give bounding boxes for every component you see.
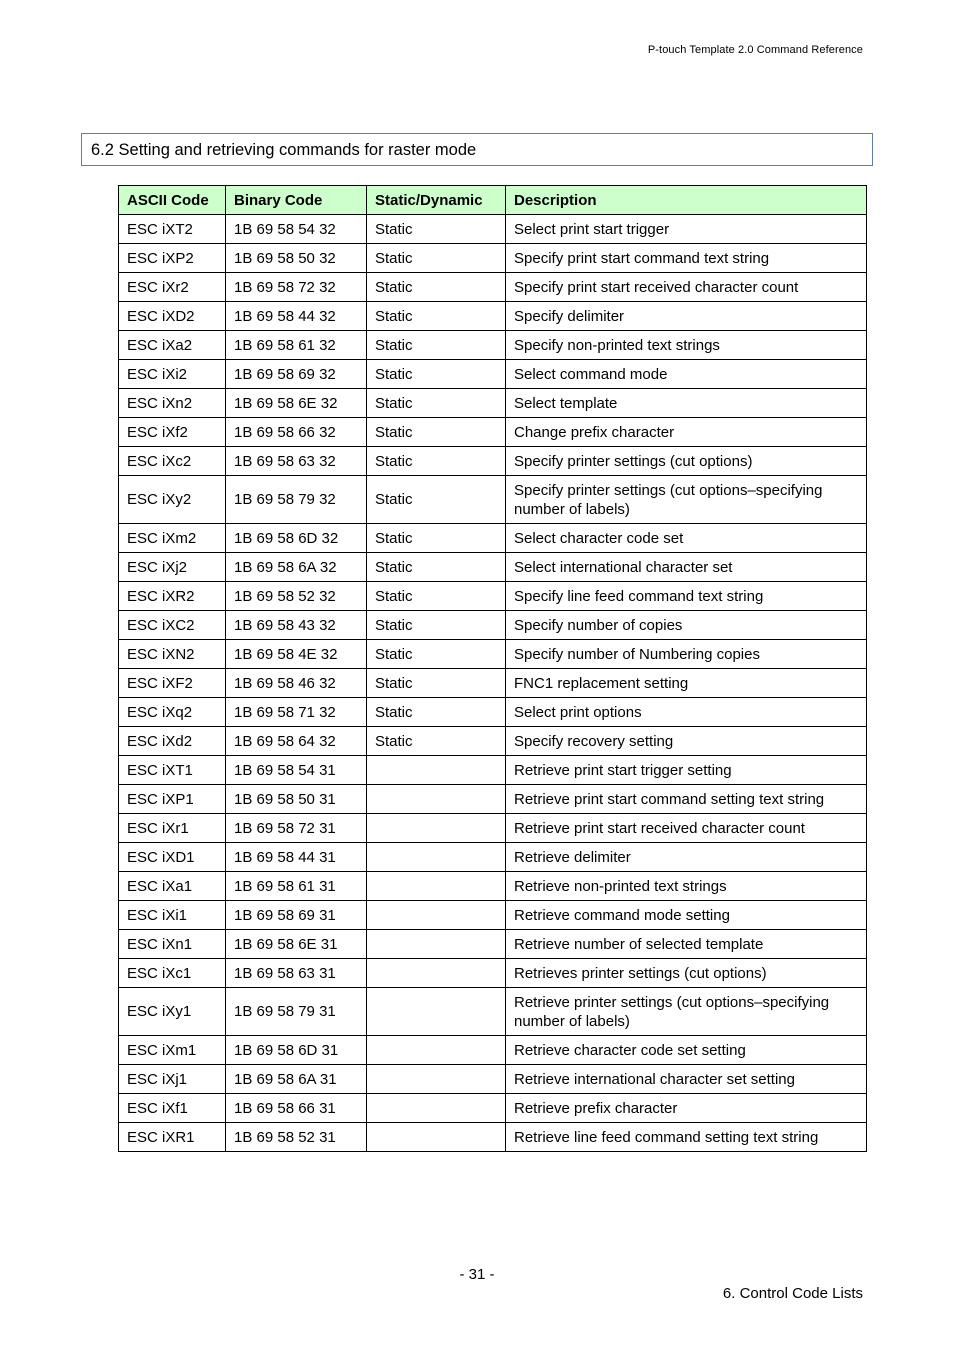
binary-code-cell: 1B 69 58 69 31 <box>226 901 367 930</box>
static-dynamic-cell <box>367 1036 506 1065</box>
ascii-code-cell: ESC iXR1 <box>119 1123 226 1152</box>
table-row <box>119 1065 867 1094</box>
column-header-binary-code: Binary Code <box>226 186 367 215</box>
ascii-code-cell: ESC iXm2 <box>119 524 226 553</box>
description-cell: Specify recovery setting <box>506 727 867 756</box>
table-row <box>119 1036 867 1065</box>
static-dynamic-cell: Static <box>367 640 506 669</box>
description-cell: Retrieve print start received character count <box>506 814 867 843</box>
static-dynamic-cell: Static <box>367 727 506 756</box>
table-row <box>119 418 867 447</box>
description-cell: Retrieve delimiter <box>506 843 867 872</box>
binary-code-cell: 1B 69 58 6A 32 <box>226 553 367 582</box>
ascii-code-cell: ESC iXD2 <box>119 302 226 331</box>
ascii-code-cell: ESC iXc2 <box>119 447 226 476</box>
binary-code-cell: 1B 69 58 64 32 <box>226 727 367 756</box>
ascii-code-cell: ESC iXc1 <box>119 959 226 988</box>
static-dynamic-cell <box>367 988 506 1036</box>
table-row <box>119 930 867 959</box>
description-cell: Specify printer settings (cut options) <box>506 447 867 476</box>
description-cell: Retrieve print start command setting text string <box>506 785 867 814</box>
binary-code-cell: 1B 69 58 52 32 <box>226 582 367 611</box>
binary-code-cell: 1B 69 58 63 32 <box>226 447 367 476</box>
binary-code-cell: 1B 69 58 6E 32 <box>226 389 367 418</box>
static-dynamic-cell: Static <box>367 447 506 476</box>
binary-code-cell: 1B 69 58 66 32 <box>226 418 367 447</box>
binary-code-cell: 1B 69 58 72 31 <box>226 814 367 843</box>
table-row <box>119 872 867 901</box>
section-heading-box <box>81 133 873 166</box>
static-dynamic-cell: Static <box>367 302 506 331</box>
binary-code-cell: 1B 69 58 54 31 <box>226 756 367 785</box>
description-cell: Specify line feed command text string <box>506 582 867 611</box>
binary-code-cell: 1B 69 58 50 32 <box>226 244 367 273</box>
binary-code-cell: 1B 69 58 66 31 <box>226 1094 367 1123</box>
table-row <box>119 389 867 418</box>
table-row <box>119 727 867 756</box>
binary-code-cell: 1B 69 58 79 31 <box>226 988 367 1036</box>
command-table <box>118 185 867 1152</box>
table-row <box>119 1094 867 1123</box>
binary-code-cell: 1B 69 58 52 31 <box>226 1123 367 1152</box>
table-row <box>119 959 867 988</box>
static-dynamic-cell <box>367 959 506 988</box>
table-row <box>119 988 867 1036</box>
binary-code-cell: 1B 69 58 71 32 <box>226 698 367 727</box>
static-dynamic-cell <box>367 930 506 959</box>
section-title: 6.2 Setting and retrieving commands for raster mode <box>91 141 477 159</box>
description-cell: Retrieve prefix character <box>506 1094 867 1123</box>
ascii-code-cell: ESC iXq2 <box>119 698 226 727</box>
static-dynamic-cell <box>367 901 506 930</box>
static-dynamic-cell: Static <box>367 553 506 582</box>
static-dynamic-cell: Static <box>367 244 506 273</box>
static-dynamic-cell: Static <box>367 669 506 698</box>
ascii-code-cell: ESC iXm1 <box>119 1036 226 1065</box>
static-dynamic-cell <box>367 1065 506 1094</box>
description-cell: Retrieve international character set setting <box>506 1065 867 1094</box>
table-row <box>119 785 867 814</box>
ascii-code-cell: ESC iXr2 <box>119 273 226 302</box>
table-row <box>119 901 867 930</box>
table-row <box>119 640 867 669</box>
table-row <box>119 843 867 872</box>
chapter-footer: 6. Control Code Lists <box>722 1285 863 1302</box>
table-row <box>119 582 867 611</box>
ascii-code-cell: ESC iXj1 <box>119 1065 226 1094</box>
table-row <box>119 669 867 698</box>
static-dynamic-cell: Static <box>367 698 506 727</box>
table-row <box>119 1123 867 1152</box>
description-cell: Retrieve print start trigger setting <box>506 756 867 785</box>
static-dynamic-cell: Static <box>367 476 506 524</box>
ascii-code-cell: ESC iXj2 <box>119 553 226 582</box>
ascii-code-cell: ESC iXr1 <box>119 814 226 843</box>
static-dynamic-cell: Static <box>367 582 506 611</box>
description-cell: Retrieve printer settings (cut options–specifying number of labels) <box>506 988 867 1036</box>
static-dynamic-cell <box>367 1123 506 1152</box>
table-row <box>119 611 867 640</box>
table-row <box>119 698 867 727</box>
static-dynamic-cell: Static <box>367 331 506 360</box>
ascii-code-cell: ESC iXf1 <box>119 1094 226 1123</box>
column-header-static-dynamic: Static/Dynamic <box>367 186 506 215</box>
static-dynamic-cell <box>367 843 506 872</box>
ascii-code-cell: ESC iXa2 <box>119 331 226 360</box>
table-row <box>119 476 867 524</box>
table-row <box>119 447 867 476</box>
binary-code-cell: 1B 69 58 72 32 <box>226 273 367 302</box>
ascii-code-cell: ESC iXN2 <box>119 640 226 669</box>
static-dynamic-cell: Static <box>367 611 506 640</box>
binary-code-cell: 1B 69 58 43 32 <box>226 611 367 640</box>
description-cell: Specify delimiter <box>506 302 867 331</box>
description-cell: Specify print start command text string <box>506 244 867 273</box>
ascii-code-cell: ESC iXT1 <box>119 756 226 785</box>
ascii-code-cell: ESC iXn2 <box>119 389 226 418</box>
binary-code-cell: 1B 69 58 61 32 <box>226 331 367 360</box>
ascii-code-cell: ESC iXP1 <box>119 785 226 814</box>
description-cell: Specify non-printed text strings <box>506 331 867 360</box>
static-dynamic-cell <box>367 785 506 814</box>
description-cell: Select command mode <box>506 360 867 389</box>
description-cell: Retrieve number of selected template <box>506 930 867 959</box>
description-cell: Specify printer settings (cut options–specifying number of labels) <box>506 476 867 524</box>
ascii-code-cell: ESC iXC2 <box>119 611 226 640</box>
description-cell: Retrieve character code set setting <box>506 1036 867 1065</box>
binary-code-cell: 1B 69 58 79 32 <box>226 476 367 524</box>
ascii-code-cell: ESC iXy1 <box>119 988 226 1036</box>
static-dynamic-cell: Static <box>367 418 506 447</box>
description-cell: Retrieve command mode setting <box>506 901 867 930</box>
description-cell: Retrieve line feed command setting text string <box>506 1123 867 1152</box>
table-row <box>119 814 867 843</box>
static-dynamic-cell <box>367 814 506 843</box>
binary-code-cell: 1B 69 58 6D 32 <box>226 524 367 553</box>
ascii-code-cell: ESC iXP2 <box>119 244 226 273</box>
static-dynamic-cell <box>367 756 506 785</box>
static-dynamic-cell: Static <box>367 524 506 553</box>
binary-code-cell: 1B 69 58 6D 31 <box>226 1036 367 1065</box>
description-cell: Specify number of copies <box>506 611 867 640</box>
description-cell: Select print start trigger <box>506 215 867 244</box>
table-row <box>119 302 867 331</box>
static-dynamic-cell <box>367 1094 506 1123</box>
description-cell: Select character code set <box>506 524 867 553</box>
static-dynamic-cell: Static <box>367 360 506 389</box>
static-dynamic-cell: Static <box>367 273 506 302</box>
table-header-row <box>119 186 867 215</box>
table-row <box>119 360 867 389</box>
description-cell: Retrieves printer settings (cut options) <box>506 959 867 988</box>
ascii-code-cell: ESC iXR2 <box>119 582 226 611</box>
ascii-code-cell: ESC iXf2 <box>119 418 226 447</box>
description-cell: Specify print start received character count <box>506 273 867 302</box>
binary-code-cell: 1B 69 58 63 31 <box>226 959 367 988</box>
table-row <box>119 553 867 582</box>
binary-code-cell: 1B 69 58 46 32 <box>226 669 367 698</box>
table-row <box>119 215 867 244</box>
running-header: P-touch Template 2.0 Command Reference <box>647 44 863 56</box>
ascii-code-cell: ESC iXF2 <box>119 669 226 698</box>
table-row <box>119 756 867 785</box>
table-row <box>119 273 867 302</box>
binary-code-cell: 1B 69 58 69 32 <box>226 360 367 389</box>
static-dynamic-cell: Static <box>367 215 506 244</box>
ascii-code-cell: ESC iXD1 <box>119 843 226 872</box>
binary-code-cell: 1B 69 58 6A 31 <box>226 1065 367 1094</box>
binary-code-cell: 1B 69 58 61 31 <box>226 872 367 901</box>
ascii-code-cell: ESC iXy2 <box>119 476 226 524</box>
description-cell: Select international character set <box>506 553 867 582</box>
binary-code-cell: 1B 69 58 6E 31 <box>226 930 367 959</box>
description-cell: Select template <box>506 389 867 418</box>
static-dynamic-cell <box>367 872 506 901</box>
description-cell: Specify number of Numbering copies <box>506 640 867 669</box>
binary-code-cell: 1B 69 58 4E 32 <box>226 640 367 669</box>
binary-code-cell: 1B 69 58 44 32 <box>226 302 367 331</box>
binary-code-cell: 1B 69 58 54 32 <box>226 215 367 244</box>
ascii-code-cell: ESC iXT2 <box>119 215 226 244</box>
table-row <box>119 331 867 360</box>
ascii-code-cell: ESC iXa1 <box>119 872 226 901</box>
page-number: - 31 - <box>459 1266 495 1283</box>
binary-code-cell: 1B 69 58 50 31 <box>226 785 367 814</box>
ascii-code-cell: ESC iXd2 <box>119 727 226 756</box>
column-header-ascii-code: ASCII Code <box>119 186 226 215</box>
description-cell: FNC1 replacement setting <box>506 669 867 698</box>
ascii-code-cell: ESC iXi1 <box>119 901 226 930</box>
column-header-description: Description <box>506 186 867 215</box>
binary-code-cell: 1B 69 58 44 31 <box>226 843 367 872</box>
table-row <box>119 524 867 553</box>
table-row <box>119 244 867 273</box>
ascii-code-cell: ESC iXn1 <box>119 930 226 959</box>
static-dynamic-cell: Static <box>367 389 506 418</box>
ascii-code-cell: ESC iXi2 <box>119 360 226 389</box>
description-cell: Retrieve non-printed text strings <box>506 872 867 901</box>
description-cell: Select print options <box>506 698 867 727</box>
description-cell: Change prefix character <box>506 418 867 447</box>
